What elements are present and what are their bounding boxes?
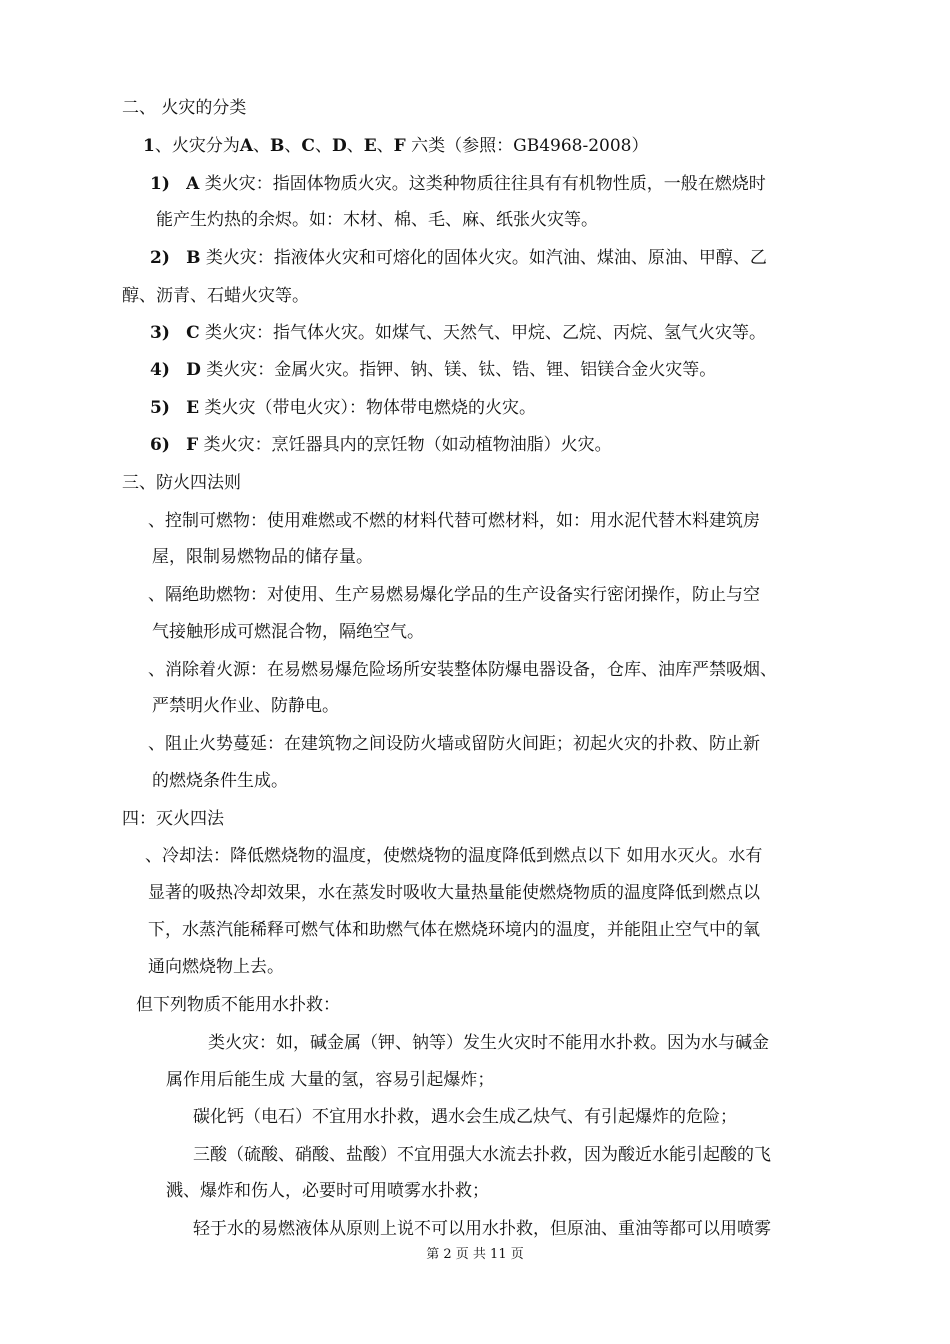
class-e-line [150, 397, 536, 419]
no-water-item-2: 碳化钙（电石）不宜用水扑救，遇水会生成乙炔气、有引起爆炸的危险； [193, 1107, 737, 1127]
rule-control-combustibles-line-1: 、控制可燃物：使用难燃或不燃的材料代替可燃材料，如：用水泥代替木料建筑房 [148, 511, 760, 531]
list-number: 1) [150, 174, 170, 194]
class-f-line [150, 434, 612, 456]
section-4-heading: 四：灭火四法 [122, 809, 224, 829]
item-number: 1 [143, 136, 155, 156]
class-letter-d: D [331, 136, 347, 156]
class-letter: F [186, 435, 199, 455]
list-number: 2) [150, 248, 170, 268]
class-b-line-1 [150, 247, 767, 269]
class-letter: A [186, 174, 200, 194]
class-description: 类火灾：指固体物质火灾。这类种物质往往具有有机物性质，一般在燃烧时 [199, 174, 766, 194]
class-letter-c: C [301, 136, 315, 156]
separator: 、 [314, 136, 332, 156]
list-number: 4) [150, 360, 170, 380]
no-water-item-3-line-2: 溅、爆炸和伤人，必要时可用喷雾水扑救； [166, 1181, 489, 1201]
rule-isolate-oxidizer-line-2: 气接触形成可燃混合物，隔绝空气。 [152, 622, 424, 642]
list-number: 6) [150, 435, 170, 455]
rule-control-combustibles-line-2: 屋，限制易燃物品的储存量。 [152, 547, 373, 567]
class-description: 类火灾：烹饪器具内的烹饪物（如动植物油脂）火灾。 [198, 435, 612, 455]
class-letter-f: F [393, 136, 406, 156]
no-water-item-1-line-2: 属作用后能生成 大量的氢，容易引起爆炸； [166, 1070, 495, 1090]
no-water-item-1-line-1: 类火灾：如，碱金属（钾、钠等）发生火灾时不能用水扑救。因为水与碱金 [208, 1033, 769, 1053]
class-letter: C [186, 323, 200, 343]
class-d-line [150, 359, 716, 381]
separator: 、 [284, 136, 302, 156]
list-number: 5) [150, 398, 170, 418]
no-water-heading: 但下列物质不能用水扑救： [136, 995, 340, 1015]
class-letter: E [186, 398, 200, 418]
page-footer: 第 2 页 共 11 页 [426, 1247, 524, 1262]
class-letter: D [186, 360, 201, 380]
class-letter-b: B [270, 136, 285, 156]
intro-text: 、火灾分为 [154, 136, 240, 156]
separator: 、 [346, 136, 364, 156]
cooling-method-line-1: 、冷却法：降低燃烧物的温度，使燃烧物的温度降低到燃点以下 如用水灭火。水有 [145, 846, 763, 866]
class-description: 类火灾：指液体火灾和可熔化的固体火灾。如汽油、煤油、原油、甲醇、乙 [200, 248, 767, 268]
rule-stop-spread-line-1: 、阻止火势蔓延：在建筑物之间设防火墙或留防火间距；初起火灾的扑救、防止新 [148, 734, 760, 754]
class-a-line-1 [150, 173, 766, 195]
cooling-method-line-3: 下，水蒸汽能稀释可燃气体和助燃气体在燃烧环境内的温度，并能阻止空气中的氧 [148, 920, 760, 940]
section-3-heading: 三、防火四法则 [122, 473, 241, 493]
classification-intro [143, 135, 649, 157]
cooling-method-line-2: 显著的吸热冷却效果，水在蒸发时吸收大量热量能使燃烧物质的温度降低到燃点以 [148, 883, 760, 903]
no-water-item-4-line-1: 轻于水的易燃液体从原则上说不可以用水扑救，但原油、重油等都可以用喷雾 [193, 1219, 771, 1239]
separator: 、 [253, 136, 271, 156]
class-b-line-2: 醇、沥青、石蜡火灾等。 [122, 286, 309, 306]
intro-tail: 六类（参照：GB4968-2008） [405, 136, 649, 156]
class-letter: B [186, 248, 201, 268]
rule-stop-spread-line-2: 的燃烧条件生成。 [152, 771, 288, 791]
separator: 、 [376, 136, 394, 156]
class-description: 类火灾（带电火灾）：物体带电燃烧的火灾。 [199, 398, 536, 418]
class-c-line [150, 322, 766, 344]
cooling-method-line-4: 通向燃烧物上去。 [148, 957, 284, 977]
no-water-item-3-line-1: 三酸（硫酸、硝酸、盐酸）不宜用强大水流去扑救，因为酸近水能引起酸的飞 [193, 1145, 771, 1165]
class-letter-e: E [363, 136, 377, 156]
class-description: 类火灾：指气体火灾。如煤气、天然气、甲烷、乙烷、丙烷、氢气火灾等。 [199, 323, 767, 343]
section-2-heading: 二、 火灾的分类 [122, 98, 247, 118]
rule-eliminate-ignition-line-1: 、消除着火源：在易燃易爆危险场所安装整体防爆电器设备，仓库、油库严禁吸烟、 [148, 660, 777, 680]
class-a-line-2: 能产生灼热的余烬。如：木材、棉、毛、麻、纸张火灾等。 [156, 210, 598, 230]
list-number: 3) [150, 323, 170, 343]
class-description: 类火灾：金属火灾。指钾、钠、镁、钛、锆、锂、铝镁合金火灾等。 [200, 360, 717, 380]
rule-isolate-oxidizer-line-1: 、隔绝助燃物：对使用、生产易燃易爆化学品的生产设备实行密闭操作，防止与空 [148, 585, 760, 605]
class-letter-a: A [239, 136, 254, 156]
rule-eliminate-ignition-line-2: 严禁明火作业、防静电。 [152, 696, 339, 716]
